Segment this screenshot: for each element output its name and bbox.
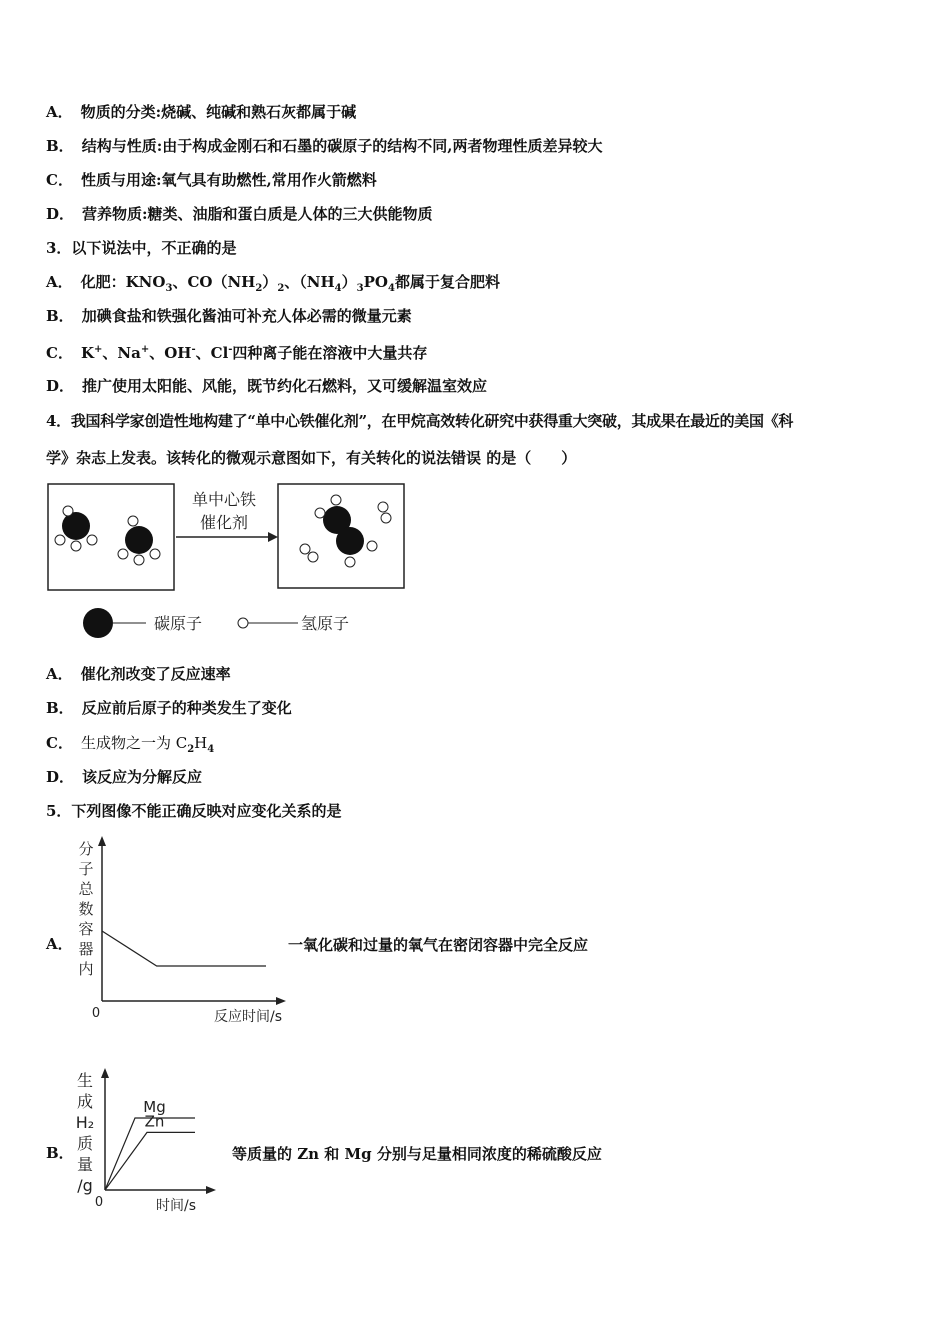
option-label: A． [46, 103, 73, 121]
ion-k: K [80, 344, 94, 362]
option-text: 都属于复合肥料 [394, 273, 500, 291]
option-text: 、（NH [284, 273, 335, 291]
option-label: B． [46, 699, 74, 717]
legend-carbon-icon [83, 608, 113, 638]
option-text: 性质与用途:氧气具有助燃性,常用作火箭燃料 [80, 171, 377, 189]
q5-option-b-caption: 等质量的 Zn 和 Mg 分别与足量相同浓度的稀硫酸反应 [232, 1145, 602, 1163]
q4-option-a [46, 664, 231, 684]
q4-option-c [46, 733, 214, 760]
ethylene-molecule [315, 495, 377, 567]
x-axis-label: 反应时间/s [213, 1009, 283, 1025]
x-axis-arrow [276, 997, 286, 1005]
option-text: 催化剂改变了反应速率 [80, 665, 231, 683]
methane-molecule [55, 506, 97, 551]
y-axis-label-char: /g [77, 1176, 93, 1195]
option-text: 推广使用太阳能、风能，既节约化石燃料，又可缓解温室效应 [82, 377, 488, 395]
chart-a [72, 836, 292, 1026]
subscript: 2 [255, 283, 263, 294]
q4-option-b [46, 698, 292, 718]
ion-oh: 、OH [149, 344, 192, 362]
x-axis-label: 时间/s [155, 1198, 197, 1214]
origin-label: 0 [91, 1006, 101, 1021]
y-axis-label-char: H₂ [75, 1113, 95, 1132]
option-text: 化肥：KNO [80, 273, 166, 291]
subscript: 4 [207, 744, 215, 755]
option-label: C． [46, 171, 73, 189]
ion-na: 、Na [102, 344, 141, 362]
option-text: PO [363, 273, 388, 291]
option-label: B． [46, 307, 74, 325]
catalyst-label-2: 催化剂 [199, 513, 249, 532]
series-label: Zn [144, 1112, 165, 1131]
hydrogen-molecule [378, 502, 391, 523]
option-text: 反应前后原子的种类发生了变化 [81, 699, 292, 717]
y-axis-label-char: 总 [78, 880, 94, 898]
q4-stem-line2: 学》杂志上发表。该转化的微观示意图如下，有关转化的说法错误 的是（ ） [46, 449, 577, 467]
q5-stem: 5．下列图像不能正确反映对应变化关系的是 [46, 802, 342, 820]
q3-option-d [46, 376, 487, 396]
option-text: 结构与性质:由于构成金刚石和石墨的碳原子的结构不同,两者物理性质差异较大 [81, 137, 603, 155]
ion-cl: 、Cl [195, 344, 229, 362]
option-label: A． [46, 273, 73, 291]
y-axis-label-char: 内 [78, 960, 94, 978]
reactant-box [48, 484, 174, 590]
option-text: 四种离子能在溶液中大量共存 [232, 344, 428, 362]
q3-option-b [46, 306, 412, 326]
option-text: 物质的分类:烧碱、纯碱和熟石灰都属于碱 [80, 103, 357, 121]
y-axis-label-char: 子 [78, 860, 94, 878]
option-text: ） [262, 273, 278, 291]
q4-option-d [46, 767, 202, 787]
q2-option-b [46, 136, 602, 156]
option-label: C． [46, 734, 73, 752]
option-label: D． [46, 377, 75, 395]
option-label: A． [46, 665, 73, 683]
superscript: - [228, 344, 233, 355]
y-axis-label-char: 成 [76, 1092, 94, 1111]
option-label: C． [46, 344, 73, 362]
q2-option-d [46, 204, 433, 224]
y-axis-label-char: 分 [78, 840, 94, 858]
q3-option-c [46, 340, 427, 363]
methane-molecule [118, 516, 160, 565]
origin-label: 0 [94, 1195, 104, 1210]
q2-option-c [46, 170, 377, 190]
subscript: 4 [387, 283, 395, 294]
q5-option-b-label: B． [46, 1144, 74, 1162]
series-line [105, 1132, 195, 1190]
legend-carbon-label: 碳原子 [154, 614, 203, 633]
q5-option-a-label: A． [46, 935, 73, 953]
y-axis-label-char: 容 [78, 920, 94, 938]
chart-b [72, 1066, 232, 1216]
y-axis-arrow [98, 836, 106, 846]
series-line [102, 931, 266, 966]
hydrogen-molecule [300, 544, 318, 562]
option-text: 加碘食盐和铁强化酱油可补充人体必需的微量元素 [81, 307, 412, 325]
y-axis-label-char: 数 [78, 900, 94, 918]
option-label: B． [46, 137, 74, 155]
option-text: ） [341, 273, 357, 291]
option-text: 生成物之一为 C [80, 734, 188, 752]
option-text: 、CO（NH [172, 273, 256, 291]
x-axis-arrow [206, 1186, 216, 1194]
subscript: 2 [187, 744, 195, 755]
arrow-head [268, 532, 278, 542]
reaction-diagram [46, 482, 416, 642]
y-axis-label-char: 生 [76, 1071, 94, 1090]
q5-option-a-caption: 一氧化碳和过量的氧气在密闭容器中完全反应 [288, 936, 589, 954]
q4-stem-line1: 4．我国科学家创造性地构建了“单中心铁催化剂”，在甲烷高效转化研究中获得重大突破，其成果在最近的美国《科 [46, 412, 794, 430]
superscript: - [191, 344, 196, 355]
y-axis-label-char: 质 [76, 1134, 94, 1153]
q3-option-a [46, 272, 500, 299]
subscript: 2 [277, 283, 285, 294]
q2-option-a [46, 102, 356, 122]
legend-hydrogen-label: 氢原子 [301, 614, 350, 633]
option-label: D． [46, 768, 75, 786]
option-text: H [194, 734, 208, 752]
legend-hydrogen-icon [238, 618, 248, 628]
superscript: + [140, 344, 150, 355]
option-label: D． [46, 205, 75, 223]
subscript: 4 [334, 283, 342, 294]
option-text: 营养物质:糖类、油脂和蛋白质是人体的三大供能物质 [82, 205, 433, 223]
y-axis-arrow [101, 1068, 109, 1078]
y-axis-label-char: 器 [78, 940, 94, 958]
option-text: 该反应为分解反应 [82, 768, 203, 786]
catalyst-label-1: 单中心铁 [191, 490, 257, 509]
subscript: 3 [356, 283, 364, 294]
q3-stem: 3．以下说法中，不正确的是 [46, 239, 237, 257]
subscript: 3 [165, 283, 173, 294]
y-axis-label-char: 量 [76, 1155, 94, 1174]
series-label: Mg [143, 1098, 166, 1116]
superscript: + [94, 344, 103, 355]
